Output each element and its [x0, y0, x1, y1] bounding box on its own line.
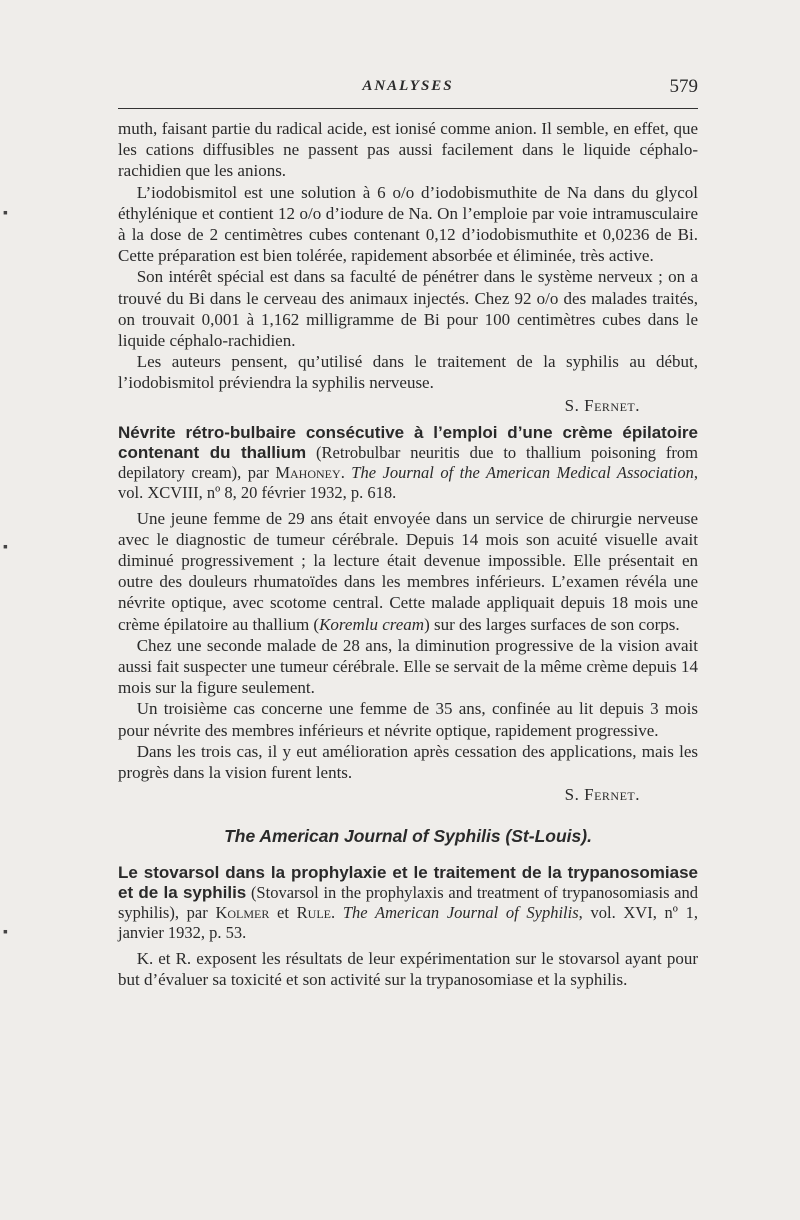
product-name: Koremlu cream [319, 614, 425, 634]
article-author: Mahoney [275, 463, 341, 483]
paragraph: K. et R. exposent les résultats de leur expérimentation sur le stovarsol ayant pour but d’évaluer sa toxicité et son activité sur la trypanosomiase et la syphilis. [118, 948, 698, 989]
paragraph: Dans les trois cas, il y eut amélioration après cessation des applications, mais les progrès dans la vision furent lents. [118, 741, 698, 783]
article-title-main: Le stovarsol dans la prophylaxie et le traitement de la trypanosomiase et de la syphilis [118, 862, 698, 902]
article-title-english: (Stovarsol in the prophylaxis and treatment of trypanosomiasis and syphilis), par [118, 882, 699, 923]
header-rule [118, 108, 698, 109]
article-title [118, 423, 698, 504]
journal-heading: The American Journal of Syphilis (St-Louis). [224, 825, 592, 846]
page-number: 579 [669, 76, 698, 97]
paragraph: Chez une seconde malade de 28 ans, la diminution progressive de la vision avait aussi fait suspecter une tumeur cérébrale. Elle se servait de la même crème depuis 14 mois sur la figure seulement. [118, 635, 698, 698]
signature: S. Fernet. [564, 395, 640, 415]
paragraph: muth, faisant partie du radical acide, est ionisé comme anion. Il semble, en effet, que les cations diffusibles ne passent pas aussi facilement dans le liquide céphalo-rachidien que les anions. [118, 119, 698, 181]
article-title-main: Névrite rétro-bulbaire consécutive à l’emploi d’une crème épilatoire contenant du thallium [118, 422, 698, 463]
paragraph-text: Une jeune femme de 29 ans était envoyée dans un service de chirurgie nerveuse avec le diagnostic de tumeur cérébrale. Depuis 14 mois son acuité visuelle avait diminué progressivement ; la lecture était devenue impossible. Elle présentait en outre des douleurs rhumatoïdes dans les membres inférieurs. L’examen révéla une névrite optique, avec scotome central. Cette malade appliquait depuis 18 mois une crème épilatoire au thallium ( [118, 508, 698, 634]
article-reference: , vol. XCVIII, nº 8, 20 février 1932, p. 618. [118, 463, 698, 503]
margin-mark: ▪ [3, 925, 8, 940]
margin-mark: ▪ [3, 540, 8, 555]
running-title: ANALYSES [362, 78, 454, 94]
conjunction: et [269, 903, 297, 923]
article-journal: The American Journal of Syphilis [342, 903, 579, 923]
paragraph [118, 508, 698, 635]
article-title-english: (Retrobulbar neuritis due to thallium poisoning from depilatory cream), par [118, 443, 698, 483]
article-author: Rule [296, 903, 332, 923]
paragraph: Son intérêt spécial est dans sa faculté de pénétrer dans le système nerveux ; on a trouvé du Bi dans le cerveau des animaux injectés. Chez 92 o/o des malades traités, on trouvait 0,001 à 1,162 milligramme de Bi pour 100 centimètres cubes dans le liquide céphalo-rachidien. [118, 267, 698, 351]
article-author: Kolmer [215, 903, 270, 923]
separator: . [340, 463, 352, 483]
body-text [118, 118, 698, 990]
paragraph-text: ) sur des larges surfaces de son corps. [424, 614, 680, 634]
paragraph: Les auteurs pensent, qu’utilisé dans le traitement de la syphilis au début, l’iodobismitol préviendra la syphilis nerveuse. [118, 352, 698, 393]
article-reference: , vol. XVI, nº 1, janvier 1932, p. 53. [118, 903, 698, 943]
paragraph: Un troisième cas concerne une femme de 35 ans, confinée au lit depuis 3 mois pour névrite des membres inférieurs et névrite optique, rapidement progressive. [118, 699, 698, 740]
margin-mark: ▪ [3, 206, 8, 221]
page-header [118, 76, 698, 106]
signature: S. Fernet. [564, 785, 640, 805]
paragraph: L’iodobismitol est une solution à 6 o/o d’iodobismuthite de Na dans du glycol éthylénique et contient 12 o/o d’iodure de Na. On l’emploie par voie intramusculaire à la dose de 2 centimètres cubes contenant 0,12 d’iodobismuthite et 0,0236 de Bi. Cette préparation est bien tolérée, rapidement absorbée et éliminée, très active. [118, 182, 698, 266]
article-journal: The Journal of the American Medical Association [351, 463, 694, 483]
article-title [118, 863, 698, 944]
separator: . [331, 903, 343, 923]
